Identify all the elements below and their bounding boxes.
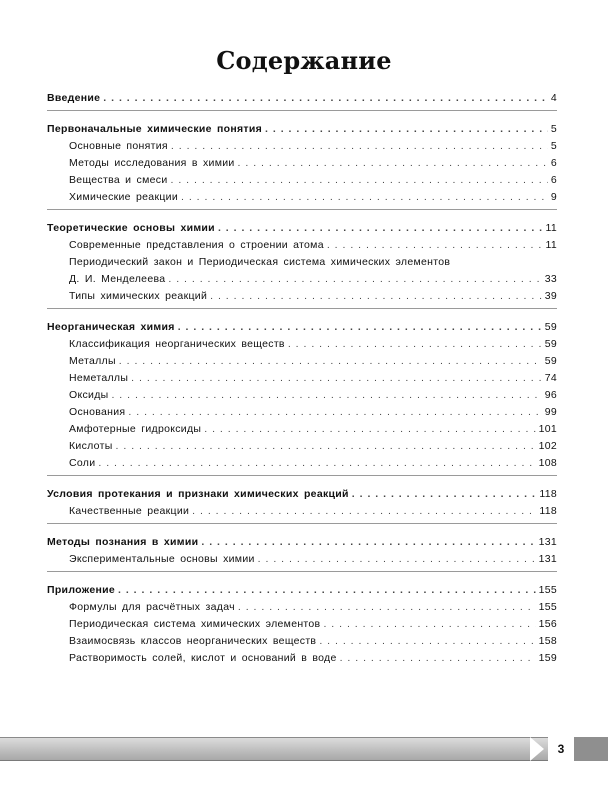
- toc-entry-label: Химические реакции: [69, 191, 178, 203]
- toc-entry-page: 118: [539, 488, 557, 500]
- dot-leader: [327, 237, 543, 254]
- toc-entry-page: 59: [544, 338, 557, 350]
- toc-entry-page: 33: [544, 273, 557, 285]
- toc-section-heading[interactable]: [47, 486, 557, 503]
- toc-entry-label: Введение: [47, 92, 101, 104]
- toc-entry[interactable]: [47, 404, 557, 421]
- dot-leader: [258, 551, 536, 568]
- toc-entry-page: 101: [538, 423, 557, 435]
- toc-entry[interactable]: [47, 616, 557, 633]
- footer-arrow-icon: [530, 737, 544, 761]
- toc-entry-page: 131: [538, 553, 557, 565]
- toc-entry-label: Основные понятия: [69, 140, 168, 152]
- toc-entry-page: 11: [545, 222, 557, 234]
- toc-entry-page: 59: [544, 321, 557, 333]
- toc-entry-label: Формулы для расчётных задач: [69, 601, 235, 613]
- toc-entry-label: Основания: [69, 406, 126, 418]
- toc-entry-page: 102: [538, 440, 557, 452]
- toc-entry-label: Первоначальные химические понятия: [47, 123, 263, 135]
- toc-entry[interactable]: [47, 138, 557, 155]
- toc-entry-label: Вещества и смеси: [69, 174, 168, 186]
- toc-entry-page: 155: [538, 601, 557, 613]
- toc-section-heading[interactable]: [47, 90, 557, 107]
- dot-leader: [265, 121, 548, 138]
- toc-entry-label: Современные представления о строении атома: [69, 239, 324, 251]
- toc-section: [47, 220, 557, 309]
- toc-entry-page: 155: [538, 584, 557, 596]
- dot-leader: [131, 370, 542, 387]
- toc-entry-label: Классификация неорганических веществ: [69, 338, 285, 350]
- toc-entry-page: 118: [539, 505, 557, 517]
- toc-entry-label: Периодический закон и Периодическая система химических элементов: [69, 256, 451, 268]
- toc-entry-page: 74: [544, 372, 557, 384]
- toc-entry-page: 108: [538, 457, 557, 469]
- toc-entry[interactable]: [47, 155, 557, 172]
- dot-leader: [111, 387, 541, 404]
- dot-leader: [204, 421, 535, 438]
- toc-entry[interactable]: [47, 288, 557, 305]
- toc-entry-label: Теоретические основы химии: [47, 222, 215, 234]
- toc-entry-page: 131: [538, 536, 557, 548]
- dot-leader: [128, 404, 541, 421]
- toc-entry-label: Типы химических реакций: [69, 290, 208, 302]
- dot-leader: [168, 271, 541, 288]
- toc-section: [47, 486, 557, 524]
- toc-entry[interactable]: [47, 189, 557, 206]
- toc-entry[interactable]: [47, 438, 557, 455]
- dot-leader: [218, 220, 543, 237]
- toc-entry-label: Приложение: [47, 584, 116, 596]
- toc-entry[interactable]: [47, 633, 557, 650]
- toc-entry-page: 96: [544, 389, 557, 401]
- dot-leader: [103, 90, 548, 107]
- dot-leader: [118, 582, 536, 599]
- toc-entry-label: Неметаллы: [69, 372, 129, 384]
- toc-entry[interactable]: [47, 254, 557, 271]
- toc-entry[interactable]: [47, 271, 557, 288]
- dot-leader: [171, 172, 548, 189]
- toc-entry-page: 159: [538, 652, 557, 664]
- page-number: 3: [548, 738, 574, 760]
- toc-entry-page: 59: [544, 355, 557, 367]
- dot-leader: [192, 503, 536, 520]
- toc-entry[interactable]: [47, 387, 557, 404]
- toc-entry-page: 11: [545, 239, 557, 251]
- dot-leader: [288, 336, 542, 353]
- toc-entry-label: Методы познания в химии: [47, 536, 199, 548]
- toc-entry-page: 9: [550, 191, 557, 203]
- dot-leader: [319, 633, 535, 650]
- toc-entry[interactable]: [47, 370, 557, 387]
- toc-entry[interactable]: [47, 353, 557, 370]
- toc-entry-label: Взаимосвязь классов неорганических веществ: [69, 635, 317, 647]
- dot-leader: [340, 650, 536, 667]
- toc-section: [47, 319, 557, 476]
- dot-leader: [201, 534, 535, 551]
- toc-entry[interactable]: [47, 599, 557, 616]
- table-of-contents: [47, 90, 557, 680]
- toc-entry-label: Растворимость солей, кислот и оснований в воде: [69, 652, 337, 664]
- dot-leader: [98, 455, 535, 472]
- toc-entry-label: Периодическая система химических элементов: [69, 618, 321, 630]
- toc-entry[interactable]: [47, 503, 557, 520]
- toc-entry-label: Неорганическая химия: [47, 321, 175, 333]
- toc-entry-page: 156: [538, 618, 557, 630]
- dot-leader: [210, 288, 542, 305]
- toc-entry-label: Методы исследования в химии: [69, 157, 235, 169]
- toc-section-heading[interactable]: [47, 121, 557, 138]
- dot-leader: [238, 599, 536, 616]
- dot-leader: [171, 138, 548, 155]
- toc-entry-page: 158: [538, 635, 557, 647]
- dot-leader: [238, 155, 548, 172]
- footer-tab: [574, 737, 608, 761]
- toc-section: [47, 90, 557, 111]
- toc-entry-label: Металлы: [69, 355, 116, 367]
- dot-leader: [352, 486, 537, 503]
- toc-section-heading[interactable]: [47, 220, 557, 237]
- toc-entry-label: Качественные реакции: [69, 505, 190, 517]
- page-title: Содержание: [216, 46, 392, 75]
- toc-entry-label: Оксиды: [69, 389, 109, 401]
- toc-entry[interactable]: [47, 421, 557, 438]
- toc-entry-page: 99: [544, 406, 557, 418]
- toc-section-heading[interactable]: [47, 582, 557, 599]
- toc-entry[interactable]: [47, 455, 557, 472]
- toc-entry-label: Условия протекания и признаки химических реакций: [47, 488, 349, 500]
- dot-leader: [119, 353, 542, 370]
- toc-section: [47, 582, 557, 670]
- toc-entry-label: Кислоты: [69, 440, 113, 452]
- dot-leader: [116, 438, 536, 455]
- toc-entry[interactable]: [47, 650, 557, 667]
- dot-leader: [178, 319, 542, 336]
- toc-entry-page: 5: [550, 123, 557, 135]
- toc-entry-label: Амфотерные гидроксиды: [69, 423, 202, 435]
- dot-leader: [323, 616, 535, 633]
- toc-entry[interactable]: [47, 237, 557, 254]
- dot-leader: [181, 189, 548, 206]
- toc-entry[interactable]: [47, 172, 557, 189]
- toc-entry-page: 39: [544, 290, 557, 302]
- toc-entry-label: Экспериментальные основы химии: [69, 553, 255, 565]
- toc-entry-label: Д. И. Менделеева: [69, 273, 166, 285]
- toc-section: [47, 534, 557, 572]
- toc-section: [47, 121, 557, 210]
- toc-entry[interactable]: [47, 336, 557, 353]
- toc-entry[interactable]: [47, 551, 557, 568]
- footer-bar: [0, 737, 548, 761]
- toc-entry-page: 4: [550, 92, 557, 104]
- toc-section-heading[interactable]: [47, 534, 557, 551]
- toc-entry-page: 6: [550, 157, 557, 169]
- toc-entry-page: 6: [550, 174, 557, 186]
- toc-section-heading[interactable]: [47, 319, 557, 336]
- toc-entry-page: 5: [550, 140, 557, 152]
- toc-entry-label: Соли: [69, 457, 96, 469]
